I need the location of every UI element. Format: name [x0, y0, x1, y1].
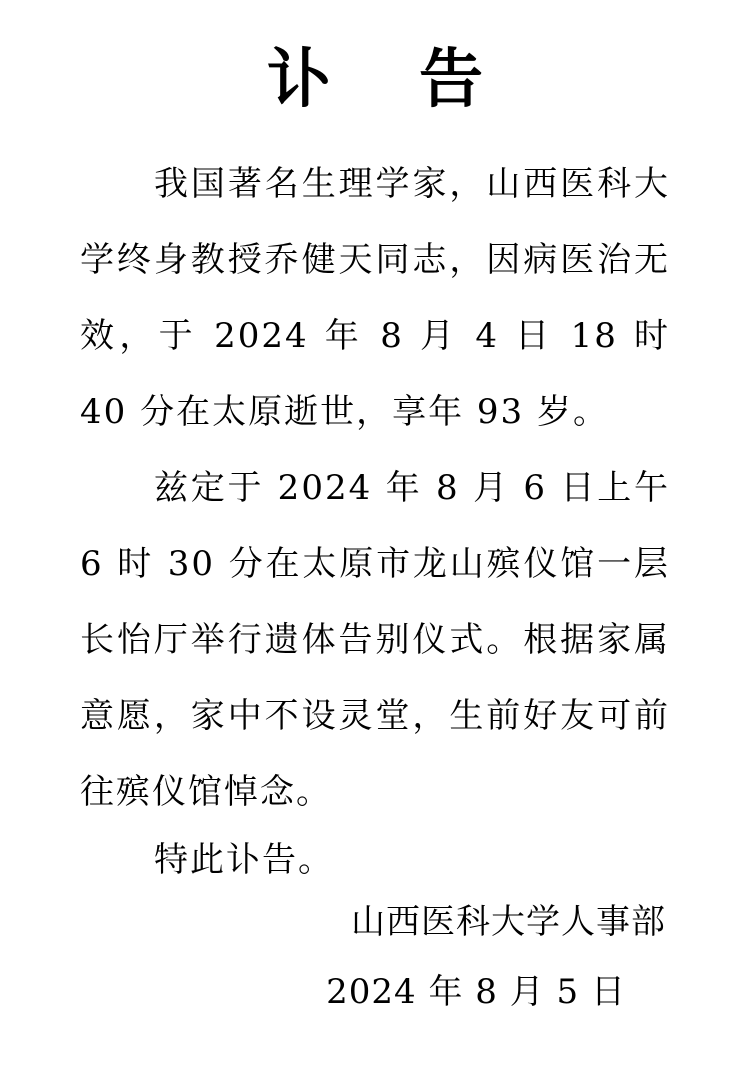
- title-char-1: 讣: [267, 42, 331, 117]
- paragraph-announcement: 我国著名生理学家，山西医科大学终身教授乔健天同志，因病医治无效，于 2024 年 8 月 4 日 18 时 40 分在太原逝世，享年 93 岁。: [80, 164, 670, 432]
- closing-line: 特此讣告。: [154, 840, 334, 880]
- paragraph-ceremony: 兹定于 2024 年 8 月 6 日上午 6 时 30 分在太原市龙山殡仪馆一层长怡厅举行遗体告别仪式。根据家属意愿，家中不设灵堂，生前好友可前往殡仪馆悼念。: [80, 468, 670, 812]
- document-title: [0, 42, 750, 118]
- signer: 山西医科大学人事部: [351, 902, 666, 942]
- title-char-2: 告: [419, 42, 483, 117]
- issue-date: 2024 年 8 月 5 日: [326, 972, 626, 1012]
